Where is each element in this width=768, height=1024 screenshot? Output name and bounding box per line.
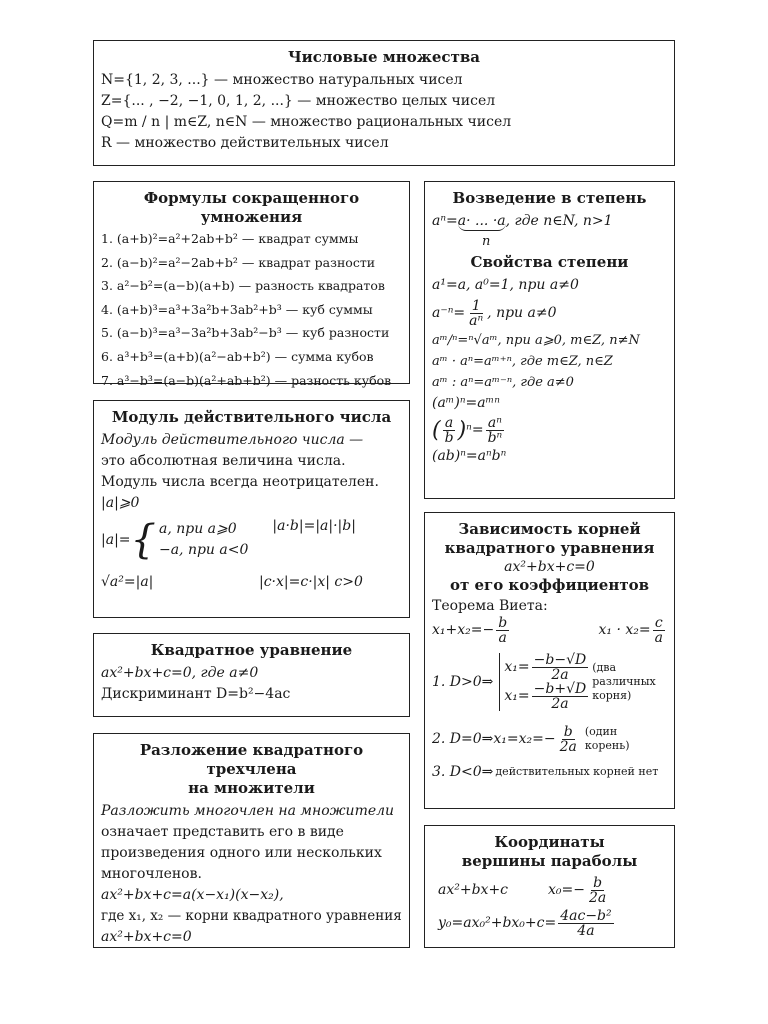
roots-title-1: Зависимость корней <box>458 520 641 538</box>
roots-title-3: от его коэффициентов <box>449 576 650 594</box>
abs-cases <box>101 514 402 566</box>
quad-title: Квадратное уравнение <box>150 641 353 659</box>
set-z-line: Z={... , −2, −1, 0, 1, 2, ...} — множество целых чисел <box>101 93 496 109</box>
formula-line: 7. a³−b³=(a−b)(a²+ab+b²) — разность кубов <box>101 372 392 388</box>
factor-line-4: многочленов. <box>101 866 202 882</box>
vertex-x0-den: 2a <box>588 889 607 906</box>
vieta-prod-den: a <box>654 629 663 646</box>
roots-case-2-num: b <box>563 723 573 740</box>
vertex-y0-frac <box>558 909 613 938</box>
formula-line: 1. (a+b)²=a²+2ab+b² — квадрат суммы <box>101 231 359 246</box>
vertex-y-row <box>432 906 667 940</box>
vertex-y0-lhs: y₀=ax₀²+bx₀+c= <box>438 914 557 931</box>
roots-case-2-frac <box>558 725 579 754</box>
factor-box <box>93 733 410 948</box>
root-x2-lhs: x₁= <box>504 688 530 704</box>
factor-title-2: на множители <box>188 779 315 797</box>
vertex-title-1: Координаты <box>494 833 605 851</box>
root-x1-den: 2a <box>551 667 569 683</box>
roots-case-1-note: (два различных корня) <box>592 661 656 702</box>
vieta-prod-num: c <box>654 614 663 631</box>
formula-line: 2. (a−b)²=a²−2ab+b² — квадрат разности <box>101 254 376 270</box>
root-x1-num: −b−√D <box>533 652 587 668</box>
root-x2-frac <box>532 682 589 711</box>
abs-line-3: Модуль числа всегда неотрицателен. <box>101 474 379 490</box>
abs-box <box>93 400 410 618</box>
roots-case-1 <box>432 645 667 719</box>
power-p7-num: a <box>444 414 454 431</box>
roots-case-2-den: 2a <box>559 738 577 755</box>
roots-title-2: квадратного уравнения <box>444 539 655 557</box>
factor-title-1: Разложение квадратного трехчлена <box>139 741 364 778</box>
short-mult-title: Формулы сокращенного умножения <box>143 189 360 226</box>
factor-line-6: где x₁, x₂ — корни квадратного уравнения <box>101 908 402 924</box>
vieta-prod-frac <box>653 616 665 645</box>
roots-case-3-note: действительных корней нет <box>495 765 659 778</box>
power-box <box>424 181 675 499</box>
power-def-rest: , где n∈N, n>1 <box>505 213 613 229</box>
power-p2-num: 1 <box>471 297 481 314</box>
vertex-y0-den: 4a <box>577 922 595 939</box>
formula-line: 6. a³+b³=(a+b)(a²−ab+b²) — сумма кубов <box>101 348 374 364</box>
vieta-sum-lhs: x₁+x₂=− <box>432 621 495 638</box>
numeric-sets-title: Числовые множества <box>287 48 481 66</box>
roots-case-2-label: 2. D=0⇒x₁=x₂=− <box>432 730 556 747</box>
roots-equation: ax²+bx+c=0 <box>504 559 595 575</box>
power-p2-den: aⁿ <box>469 312 484 329</box>
root-x2-num: −b+√D <box>533 681 587 697</box>
root-x2-den: 2a <box>551 696 569 712</box>
power-definition <box>432 211 667 253</box>
power-p7-rnum: aⁿ <box>487 414 502 431</box>
vertex-y0-num: 4ac−b² <box>560 907 612 924</box>
abs-cx: |c·x|=c·|x| c>0 <box>259 574 363 590</box>
quad-line-1: ax²+bx+c=0, где a≠0 <box>101 665 259 681</box>
quad-box <box>93 633 410 717</box>
factor-line-5: ax²+bx+c=a(x−x₁)(x−x₂), <box>101 887 284 903</box>
power-prop-5: aᵐ : aⁿ=aᵐ⁻ⁿ, где a≠0 <box>432 375 574 390</box>
vieta-sum-frac <box>496 616 509 645</box>
power-prop-2 <box>432 296 667 330</box>
power-def-under: n <box>482 234 491 249</box>
abs-case-lhs: |a|= <box>101 531 131 548</box>
vertex-poly: ax²+bx+c <box>438 881 509 898</box>
roots-box <box>424 512 675 809</box>
power-prop-6: (aᵐ)ⁿ=aᵐⁿ <box>432 395 500 411</box>
set-q-line: Q=m / n | m∈Z, n∈N — множество рациональных чисел <box>101 114 512 130</box>
power-def-lhs: aⁿ= <box>432 213 458 229</box>
quad-line-2: Дискриминант D=b²−4ac <box>101 686 291 702</box>
power-p7-den: b <box>444 429 454 446</box>
root-x1-frac <box>532 653 589 682</box>
abs-sqrt: √a²=|a| <box>101 574 154 590</box>
vieta-formulas <box>432 615 667 645</box>
abs-case-2: −a, при a<0 <box>158 542 249 558</box>
short-mult-box <box>93 181 410 388</box>
vieta-sum-num: b <box>498 614 508 631</box>
set-r-line: R — множество действительных чисел <box>101 135 389 151</box>
power-p7-rden: bⁿ <box>487 429 503 446</box>
power-def-body: a· ... ·a <box>457 213 506 229</box>
abs-title: Модуль действительного числа <box>111 408 392 426</box>
vieta-prod-lhs: x₁ · x₂= <box>598 621 651 638</box>
abs-line-2: это абсолютная величина числа. <box>101 453 346 469</box>
factor-line-2: означает представить его в виде <box>101 824 344 840</box>
vieta-label: Теорема Виета: <box>432 598 548 614</box>
factor-line-1: Разложить многочлен на множители <box>101 803 395 819</box>
abs-bottom-row <box>101 572 402 593</box>
power-prop-1: a¹=a, a⁰=1, при a≠0 <box>432 277 579 293</box>
roots-case-2-note: (один корень) <box>584 725 630 752</box>
vertex-title-2: вершины параболы <box>461 852 638 870</box>
power-prop-3: aᵐ/ⁿ=ⁿ√aᵐ, при a⩾0, m∈Z, n≠N <box>432 333 640 348</box>
vertex-x0-lhs: x₀=− <box>548 881 585 898</box>
power-prop-8: (ab)ⁿ=aⁿbⁿ <box>432 448 507 464</box>
roots-case-1-label: 1. D>0⇒ <box>432 673 494 690</box>
power-p2-frac <box>467 299 485 328</box>
power-p7-frac <box>443 416 456 445</box>
abs-case-1: a, при a⩾0 <box>158 521 237 537</box>
set-n-line: N={1, 2, 3, ...} — множество натуральных чисел <box>101 72 463 88</box>
power-prop-4: aᵐ · aⁿ=aᵐ⁺ⁿ, где m∈Z, n∈Z <box>432 354 613 369</box>
vertex-box <box>424 825 675 948</box>
power-title: Возведение в степень <box>452 189 647 207</box>
power-p7-rfrac <box>486 416 505 445</box>
formula-line: 3. a²−b²=(a−b)(a+b) — разность квадратов <box>101 278 385 294</box>
formula-line: 4. (a+b)³=a³+3a²b+3ab²+b³ — куб суммы <box>101 301 373 317</box>
root-x1-lhs: x₁= <box>504 659 530 675</box>
power-prop-7: ( $\frac{a}{b}$ ) ⁿ= $\frac{\text{aⁿ}}{\text{bⁿ}}$ <box>432 414 503 446</box>
abs-line-4: |a|⩾0 <box>101 495 140 511</box>
roots-case-2 <box>432 719 667 759</box>
power-p7-pow: ⁿ= <box>466 421 484 438</box>
power-p2-lhs: a⁻ⁿ= <box>432 304 466 321</box>
power-p2-rest: , при a≠0 <box>487 304 557 321</box>
factor-line-7: ax²+bx+c=0 <box>101 929 192 945</box>
brace-icon: { <box>130 517 156 563</box>
formula-line: 5. (a−b)³=a³−3a²b+3ab²−b³ — куб разности <box>101 325 390 341</box>
numeric-sets-box <box>93 40 675 166</box>
vertex-x0-num: b <box>593 874 603 891</box>
factor-line-3: произведения одного или нескольких <box>101 845 382 861</box>
roots-case-3-label: 3. D<0⇒ <box>432 763 494 780</box>
roots-case-3 <box>432 759 667 785</box>
abs-line-1: Модуль действительного числа — <box>101 432 364 448</box>
power-props-title: Свойства степени <box>470 253 629 271</box>
vertex-x0-frac <box>587 876 608 905</box>
vieta-sum-den: a <box>498 629 507 646</box>
vertex-x-row <box>432 874 667 906</box>
abs-product: |a·b|=|a|·|b| <box>272 518 356 534</box>
